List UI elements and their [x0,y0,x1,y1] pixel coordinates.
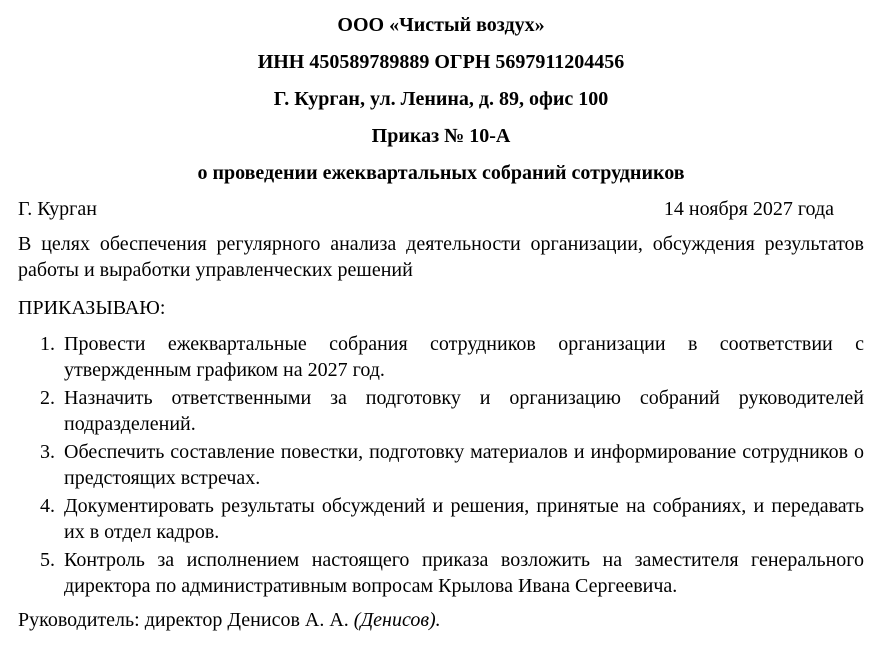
order-items [18,331,864,599]
item-text: Назначить ответственными за подготовку и организацию собраний руководителей подразделений. [64,387,864,435]
order-title: Приказ № 10-А [371,125,511,147]
item-text: Провести ежеквартальные собрания сотрудников организации в соответствии с утвержденным графиком на 2027 год. [64,333,864,381]
order-subject: о проведении ежеквартальных собраний сотрудников [197,162,685,184]
item-number: 5. [40,549,55,571]
item-text: Документировать результаты обсуждений и решения, принятые на собраниях, и передавать их в отдел кадров. [64,495,864,543]
list-item [40,493,864,545]
organization-address: Г. Курган, ул. Ленина, д. 89, офис 100 [273,88,609,110]
item-number: 1. [40,333,55,355]
list-item [40,547,864,599]
item-number: 2. [40,387,55,409]
list-item [40,385,864,437]
list-item [40,331,864,383]
organization-name: ООО «Чистый воздух» [337,14,545,36]
item-text: Контроль за исполнением настоящего приказа возложить на заместителя генерального директора по административным вопросам Крылова Ивана Сергеевича. [64,549,864,597]
list-item [40,439,864,491]
signature-label: Руководитель: директор Денисов А. А. [18,609,349,631]
item-number: 3. [40,441,55,463]
preamble: В целях обеспечения регулярного анализа деятельности организации, обсуждения результатов работы и выработки управленческих решений [18,233,864,281]
signature-handwritten: (Денисов). [353,609,441,631]
item-number: 4. [40,495,55,517]
place-and-date [18,196,864,222]
item-text: Обеспечить составление повестки, подготовку материалов и информирование сотрудников о предстоящих встречах. [64,441,864,489]
order-date: 14 ноября 2027 года [663,198,834,220]
organization-requisites: ИНН 450589789889 ОГРН 5697911204456 [257,51,625,73]
order-word: ПРИКАЗЫВАЮ: [18,297,166,319]
signature-line [18,607,864,633]
city: Г. Курган [18,198,97,220]
